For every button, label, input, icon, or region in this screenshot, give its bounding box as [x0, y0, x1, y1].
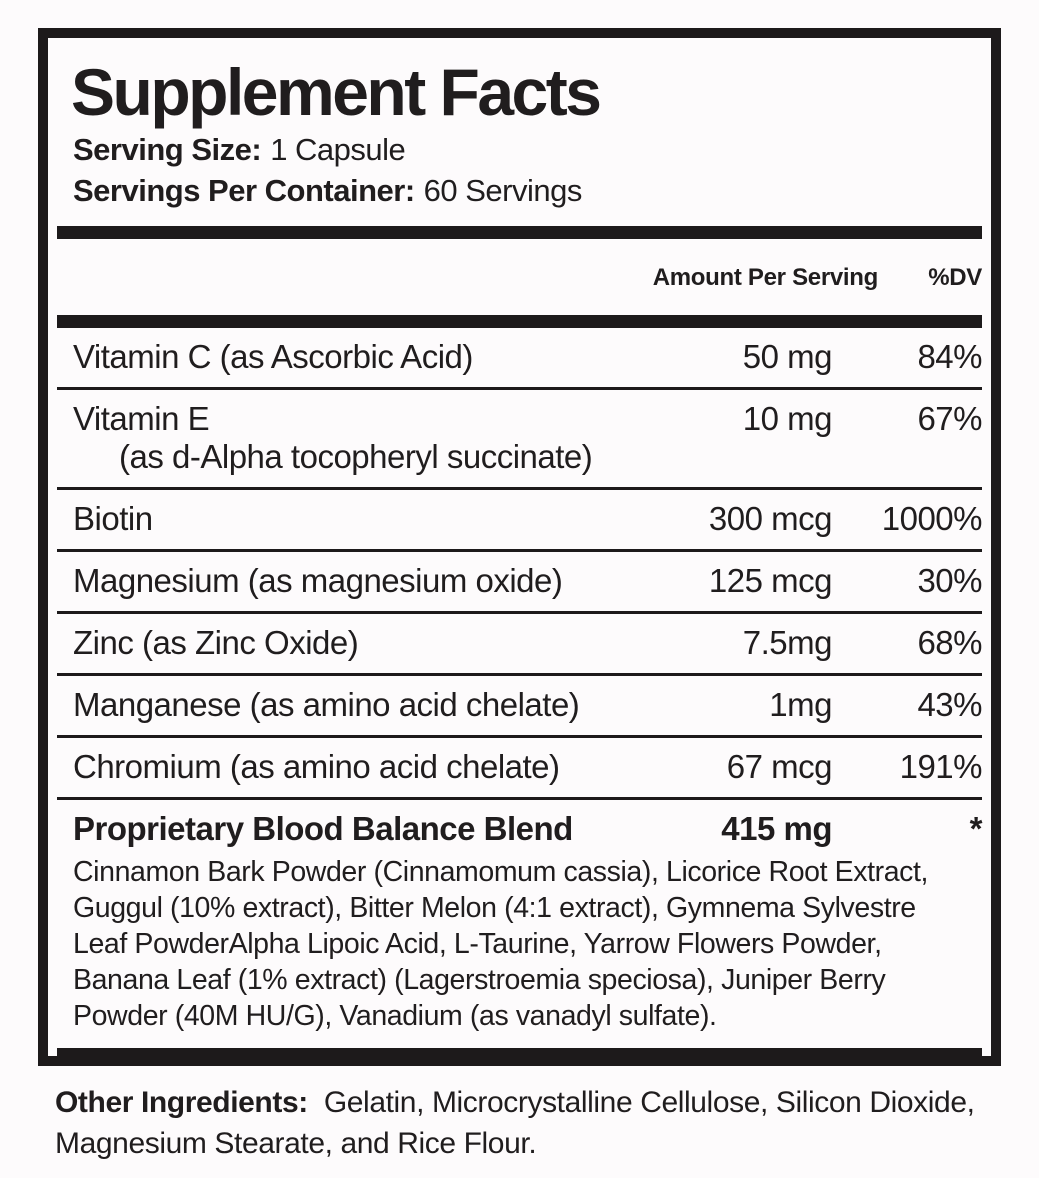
thick-rule-bottom [57, 1048, 982, 1061]
blend-dv-asterisk: * [969, 810, 982, 848]
other-ingredients [55, 1082, 1005, 1164]
blend-ingredients-text: Cinnamon Bark Powder (Cinnamomum cassia), Licorice Root Extract, Guggul (10% extract), Bitter Melon (4:1 extract), Gymnema Sylvestre Leaf PowderAlpha Lipoic Acid, L-Taurine, Yarrow Flowers Powder, Banana Leaf (1% extract) (Lagerstroemia speciosa), Juniper Berry Powder (40M HU/G), Vanadium (as vanadyl sulfate). [73, 856, 929, 1033]
blend-name: Proprietary Blood Balance Blend [73, 810, 573, 848]
nutrient-amount: 67 mcg [726, 748, 832, 786]
nutrient-amount: 7.5mg [742, 624, 832, 662]
nutrient-dv: 30% [917, 562, 982, 600]
nutrient-name: Chromium (as amino acid chelate) [73, 748, 560, 786]
nutrient-name: Vitamin E (as d-Alpha tocopheryl succinate) [57, 400, 642, 476]
serving-size-label: Serving Size: [73, 132, 262, 168]
servings-per-container-value: 60 Servings [423, 173, 582, 209]
nutrient-name: Vitamin C (as Ascorbic Acid) [73, 338, 473, 376]
supplement-facts-panel [38, 28, 1001, 1066]
nutrient-dv: 191% [899, 748, 982, 786]
percent-dv-header: %DV [928, 264, 982, 292]
daily-value-footnote [57, 1061, 982, 1066]
nutrient-row [57, 490, 982, 552]
nutrient-dv: 43% [917, 686, 982, 724]
proprietary-blend-section [57, 800, 982, 1048]
nutrient-dv: 67% [917, 400, 982, 438]
other-ingredients-label: Other Ingredients: [55, 1086, 308, 1119]
proprietary-blend-row [57, 800, 982, 852]
nutrient-name: Biotin [73, 500, 153, 538]
nutrient-row [57, 738, 982, 800]
servings-per-container-label: Servings Per Container: [73, 173, 415, 209]
nutrient-amount: 300 mcg [708, 500, 832, 538]
thick-rule-top [57, 226, 982, 239]
amount-per-serving-header: Amount Per Serving [652, 264, 878, 292]
nutrient-dv: 84% [917, 338, 982, 376]
nutrient-dv: 1000% [881, 500, 982, 538]
nutrient-row [57, 328, 982, 390]
nutrient-name: Manganese (as amino acid chelate) [73, 686, 580, 724]
blend-amount: 415 mg [721, 810, 832, 848]
nutrient-name-line2: (as d-Alpha tocopheryl succinate) [119, 438, 593, 476]
servings-per-container-line [73, 170, 982, 211]
serving-size-line [73, 129, 982, 170]
nutrient-row [57, 676, 982, 738]
thick-rule-header [57, 315, 982, 328]
nutrient-amount: 1mg [769, 686, 832, 724]
panel-title: Supplement Facts [71, 55, 600, 129]
nutrient-name: Zinc (as Zinc Oxide) [73, 624, 359, 662]
nutrient-dv: 68% [917, 624, 982, 662]
nutrient-rows [57, 328, 982, 800]
nutrient-name: Magnesium (as magnesium oxide) [73, 562, 563, 600]
nutrient-row [57, 614, 982, 676]
nutrient-amount: 125 mcg [708, 562, 832, 600]
serving-size-value: 1 Capsule [270, 132, 406, 168]
nutrient-row [57, 552, 982, 614]
nutrient-amount: 50 mg [742, 338, 832, 376]
nutrient-row [57, 390, 982, 490]
columns-header [57, 239, 982, 315]
nutrient-amount: 10 mg [742, 400, 832, 438]
other-ingredients-value: Gelatin, Microcrystalline Cellulose, Silicon Dioxide, Magnesium Stearate, and Rice Flour. [55, 1086, 975, 1160]
